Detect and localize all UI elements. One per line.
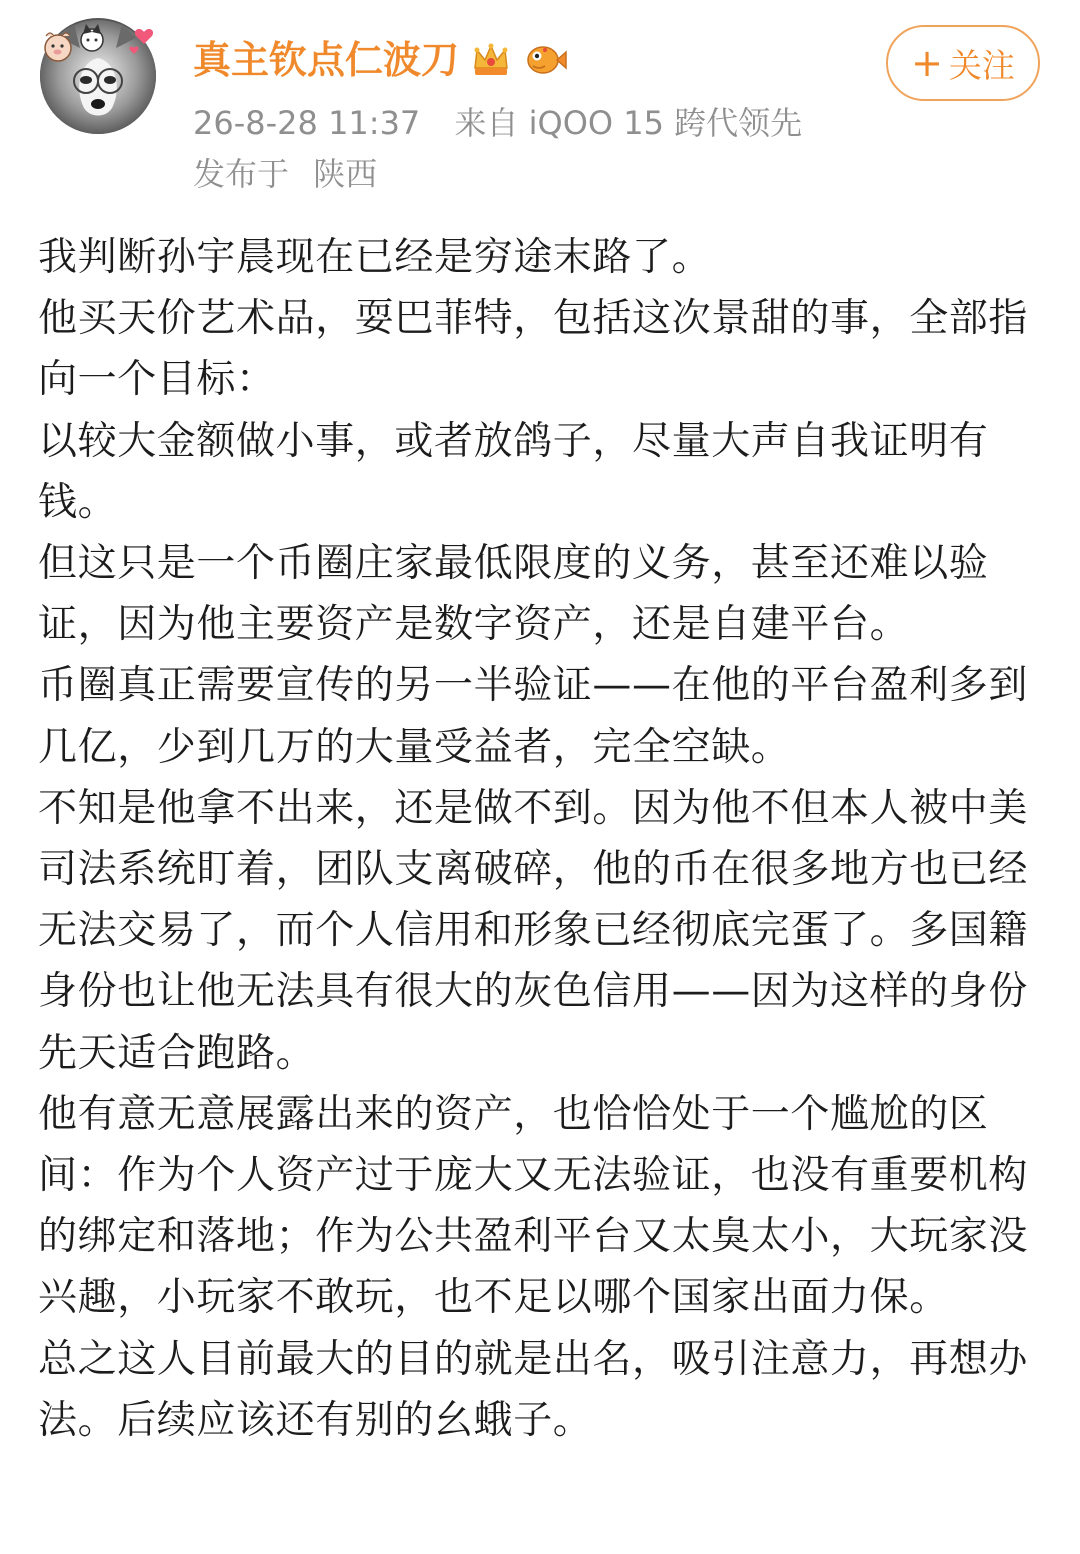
post-timestamp: 26-8-28 11:37 [193, 104, 421, 142]
post-paragraph: 但这只是一个币圈庄家最低限度的义务，甚至还难以验证，因为他主要资产是数字资产，还是自建平台。 [38, 541, 989, 648]
post-location [193, 152, 377, 196]
location-prefix: 发布于 [193, 155, 290, 193]
crown-badge-icon [469, 38, 513, 82]
avatar[interactable] [40, 18, 156, 134]
post-paragraph: 币圈真正需要宣传的另一半验证——在他的平台盈利多到几亿，少到几万的大量受益者，完全空缺。 [38, 663, 1029, 770]
follow-button[interactable] [886, 25, 1040, 101]
plus-icon: + [911, 41, 943, 85]
follow-label: 关注 [948, 45, 1015, 85]
post-paragraph: 总之这人目前最大的目的就是出名，吸引注意力，再想办法。后续应该还有别的幺蛾子。 [38, 1336, 1029, 1443]
wolf-avatar-icon [40, 18, 156, 134]
author-name[interactable] [193, 34, 567, 86]
author-name-text[interactable]: 真主钦点仁波刀 [193, 38, 460, 82]
post-source[interactable]: 来自 iQOO 15 跨代领先 [454, 104, 803, 142]
post-header [0, 0, 1080, 210]
post-paragraph: 他有意无意展露出来的资产，也恰恰处于一个尴尬的区间：作为个人资产过于庞大又无法验证，也没有重要机构的绑定和落地；作为公共盈利平台又太臭太小，大玩家没兴趣，小玩家不敢玩，也不足以哪个国家出面力保。 [38, 1091, 1029, 1321]
post-body [38, 227, 1043, 1451]
post-paragraph: 不知是他拿不出来，还是做不到。因为他不但本人被中美司法系统盯着，团队支离破碎，他的币在很多地方也已经无法交易了，而个人信用和形象已经彻底完蛋了。多国籍身份也让他无法具有很大的灰色信用——因为这样的身份先天适合跑路。 [38, 785, 1029, 1076]
post-meta [193, 101, 802, 145]
post-paragraph: 我判断孙宇晨现在已经是穷途末路了。 [38, 235, 712, 280]
fish-badge-icon [523, 38, 567, 82]
post-paragraph: 以较大金额做小事，或者放鸽子，尽量大声自我证明有钱。 [38, 418, 989, 525]
post-paragraph: 他买天价艺术品，耍巴菲特，包括这次景甜的事，全部指向一个目标： [38, 296, 1029, 403]
location-name: 陕西 [313, 155, 378, 193]
